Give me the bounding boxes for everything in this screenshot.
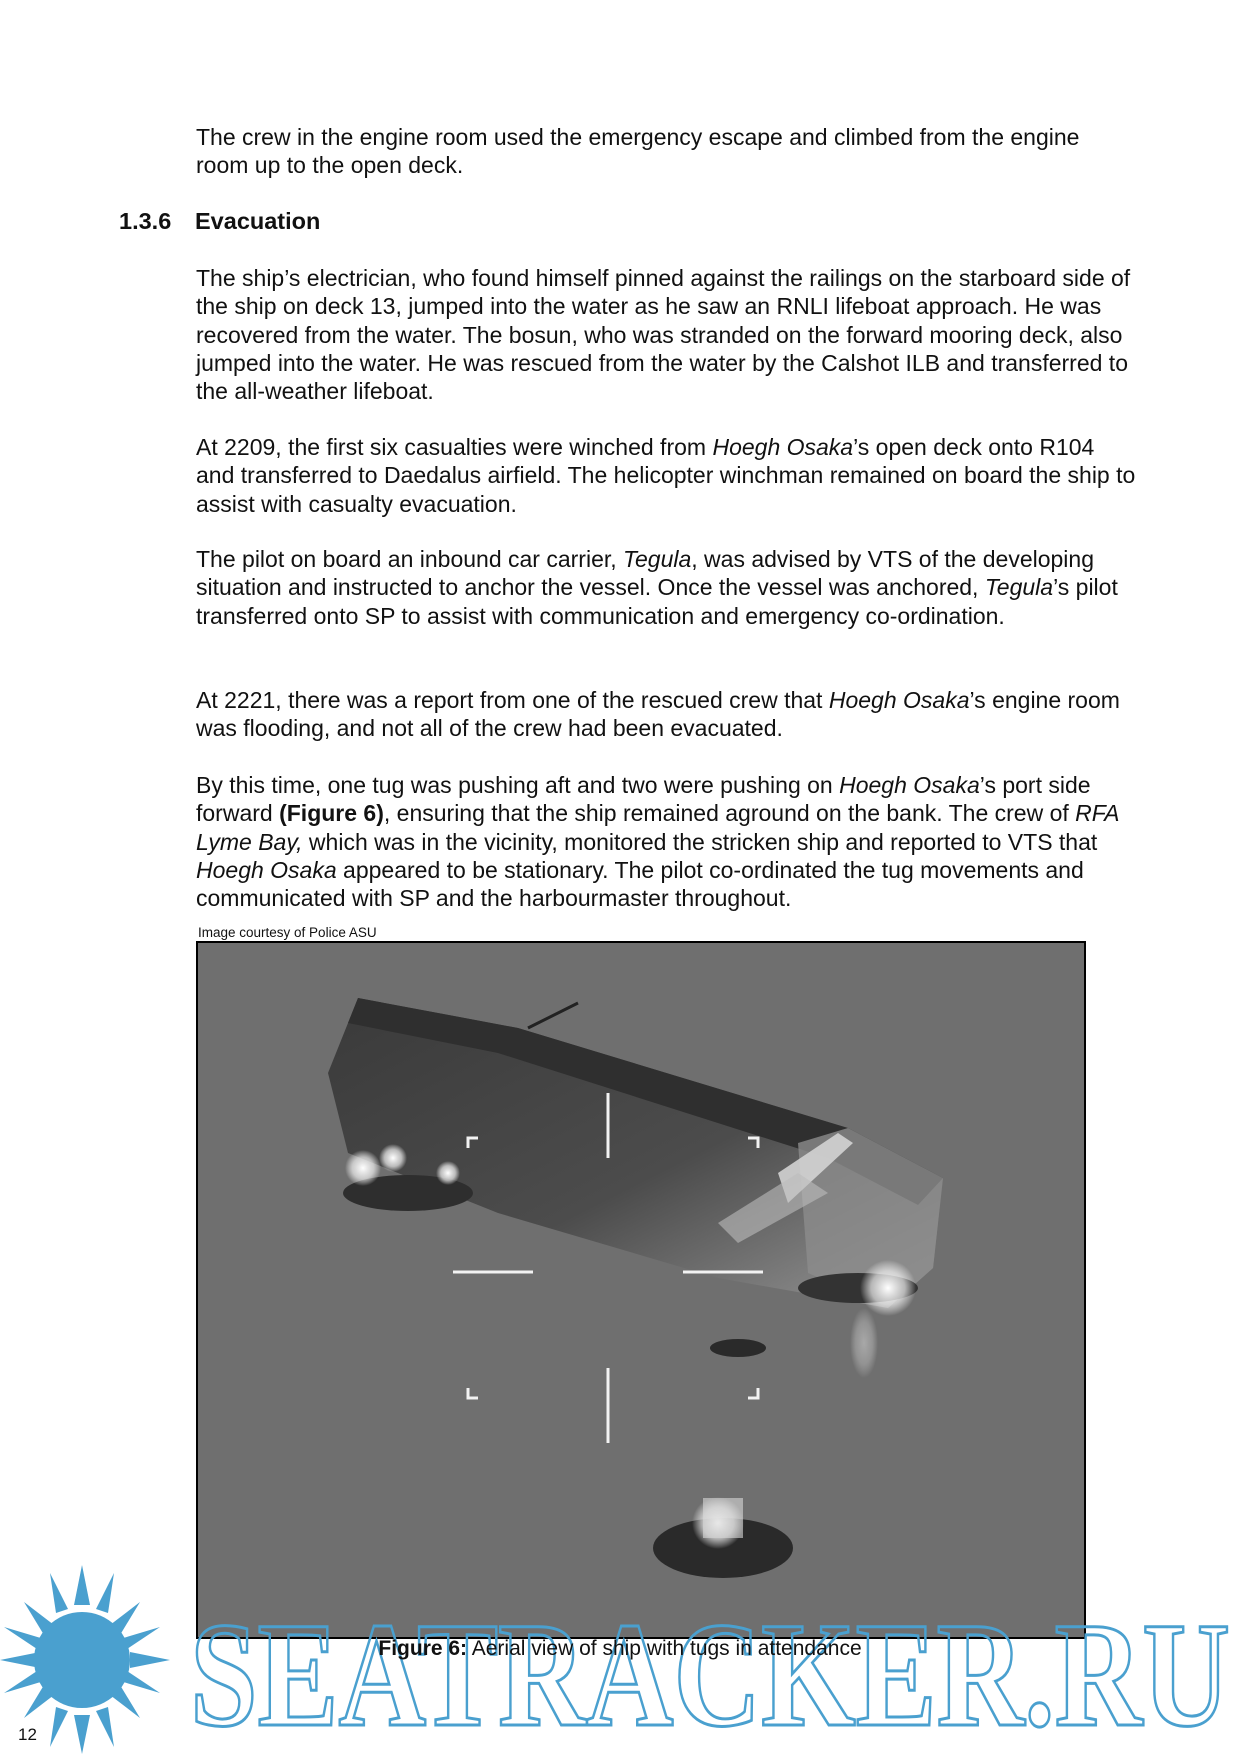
paragraph-casualties: At 2209, the first six casualties were winched from Hoegh Osaka’s open deck onto R104 and transferred to Daedalus airfield. The helicopter winchman remained on board the ship to assist with casualty evacuation. bbox=[196, 434, 1136, 517]
figure-caption bbox=[0, 1637, 1240, 1661]
paragraph-tegula: The pilot on board an inbound car carrier, Tegula, was advised by VTS of the developing situation and instructed to anchor the vessel. Once the vessel was anchored, Tegula’s pilot transferred onto SP to assist with communication and emergency co-ordination. bbox=[196, 546, 1118, 629]
intro-paragraph: The crew in the engine room used the emergency escape and climbed from the engine room up to the open deck. bbox=[196, 124, 1080, 179]
section-number: 1.3.6 bbox=[119, 208, 172, 234]
figure-reference: (Figure 6) bbox=[279, 800, 384, 827]
aerial-photo bbox=[196, 941, 1086, 1639]
paragraph-electrician: The ship’s electrician, who found himself pinned against the railings on the starboard side of the ship on deck 13, jumped into the water as he saw an RNLI lifeboat approach. He was recovered from the water. The bosun, who was stranded on the forward mooring deck, also jumped into the water. He was rescued from the water by the Calshot ILB and transferred to the all-weather lifeboat. bbox=[196, 265, 1131, 405]
image-credit: Image courtesy of Police ASU bbox=[198, 925, 377, 940]
paragraph-flooding: At 2221, there was a report from one of the rescued crew that Hoegh Osaka’s engine room was flooding, and not all of the crew had been evacuated. bbox=[196, 687, 1120, 742]
ship-name: Hoegh Osaka bbox=[828, 687, 970, 713]
page-number: 12 bbox=[18, 1725, 37, 1744]
caption-text: Aerial view of ship with tugs in attendance bbox=[467, 1637, 862, 1660]
caption-label: Figure 6: bbox=[378, 1637, 468, 1660]
section-title: Evacuation bbox=[195, 208, 321, 234]
section-heading bbox=[119, 208, 320, 235]
ship-name: Hoegh Osaka bbox=[712, 434, 854, 460]
watermark-text: SEATRACKER.RU bbox=[190, 1592, 1230, 1754]
ship-name: RFA Lyme Bay, bbox=[196, 800, 1119, 855]
ship-name: Hoegh Osaka bbox=[196, 856, 337, 883]
paragraph-tugs: By this time, one tug was pushing aft and two were pushing on Hoegh Osaka’s port side forward (Figure 6), ensuring that the ship remained aground on the bank. The crew of RFA Lyme Bay, which was in the vicinity, monitored the stricken ship and reported to VTS that Hoegh Osaka appeared to be stationary. The pilot co-ordinated the tug movements and communicated with SP and the harbourmaster throughout. bbox=[196, 772, 1119, 912]
ship-name: Hoegh Osaka bbox=[839, 772, 980, 798]
ship-name: Tegula bbox=[623, 546, 692, 572]
small-boat bbox=[710, 1339, 766, 1357]
ship-name: Tegula bbox=[984, 574, 1054, 601]
water-surface bbox=[198, 943, 1084, 1637]
